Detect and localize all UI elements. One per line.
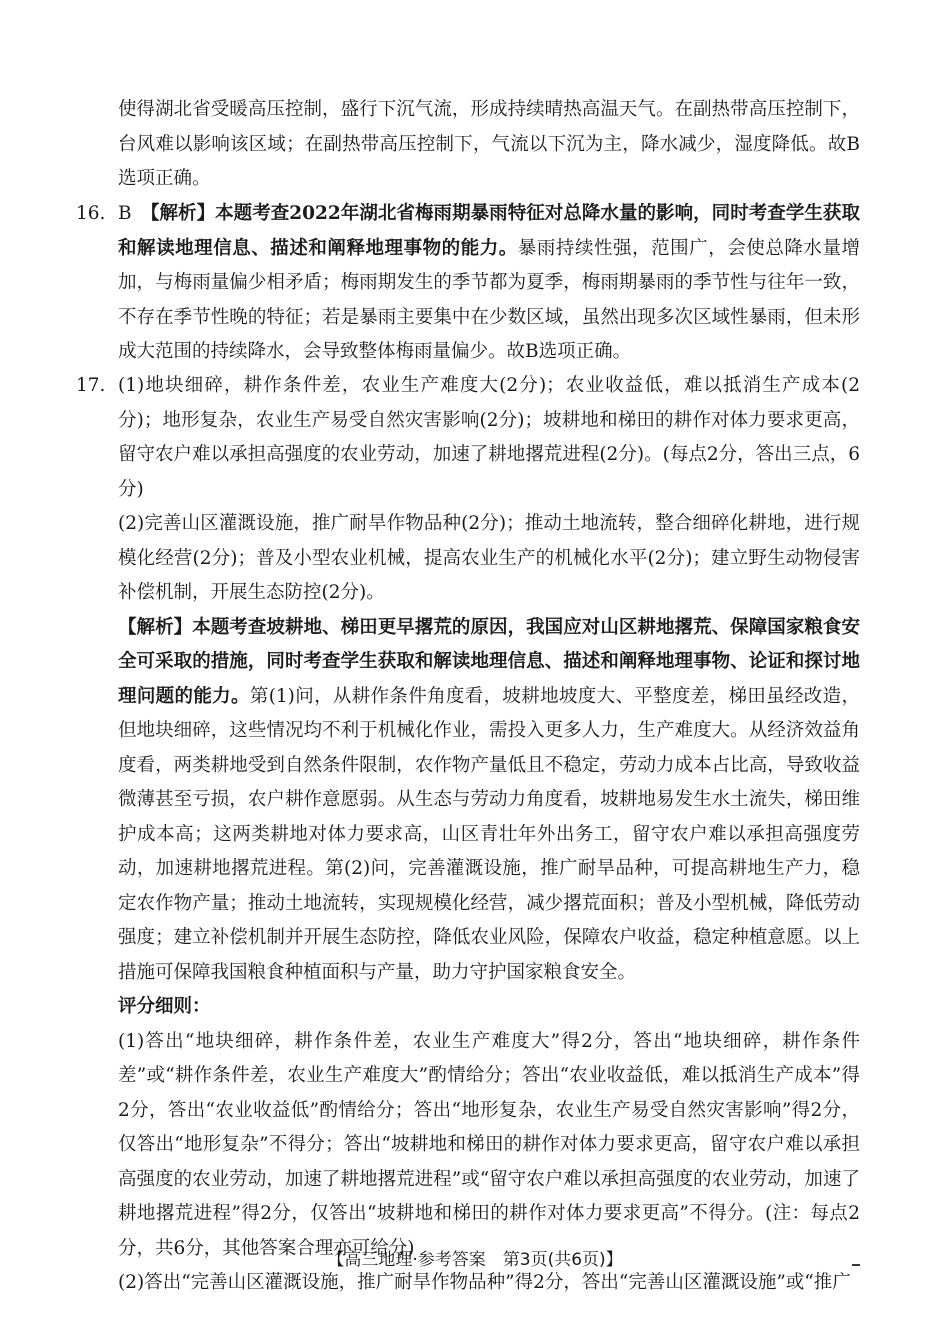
page-footer: 【高三地理·参考答案 第3页(共6页)】 — [327, 1250, 623, 1270]
question-17-tag: 【解析】 — [118, 616, 193, 638]
question-16-answer: B — [118, 203, 132, 224]
question-17 — [76, 369, 860, 1301]
scoring-part2: (2)答出“完善山区灌溉设施，推广耐旱作物品种”得2分，答出“完善山区灌溉设施”或“推广 — [118, 1272, 851, 1293]
question-16-number: 16. — [76, 203, 106, 224]
footer-dash — [852, 1264, 860, 1266]
question-17-number: 17. — [76, 375, 106, 396]
question-16 — [76, 197, 860, 370]
question-16-bold: 本题考查2022年湖北省梅雨期暴雨特征对总降水量的影响，同时考查学生获取和解读地理信息、描述和阐释地理事物的能力。 — [118, 203, 860, 259]
question-16-text: 暴雨持续性强，范围广，会使总降水量增加，与梅雨量偏少相矛盾；梅雨期发生的季节都为夏季，梅雨期暴雨的季节性与往年一致，不存在季节性晚的特征；若是暴雨主要集中在少数区域，虽然出现多次区域性暴雨，但未形成大范围的持续降水，会导致整体梅雨量偏少。故B选项正确。 — [118, 237, 860, 362]
question-17-part2: (2)完善山区灌溉设施，推广耐旱作物品种(2分)；推动土地流转，整合细碎化耕地，进行规模化经营(2分)；普及小型农业机械，提高农业生产的机械化水平(2分)；建立野生动物侵害补偿机制，开展生态防控(2分)。 — [118, 513, 860, 603]
continuation-text: 使得湖北省受暖高压控制，盛行下沉气流，形成持续晴热高温天气。在副热带高压控制下，台风难以影响该区域；在副热带高压控制下，气流以下沉为主，降水减少，湿度降低。故B选项正确。 — [118, 99, 860, 189]
scoring-part1: (1)答出“地块细碎，耕作条件差，农业生产难度大”得2分，答出“地块细碎，耕作条件差”或“耕作条件差，农业生产难度大”酌情给分；答出“农业收益低，难以抵消生产成本”得2分，答出“农业收益低”酌情给分；答出“地形复杂，农业生产易受自然灾害影响”得2分，仅答出“地形复杂”不得分；答出“坡耕地和梯田的耕作对体力要求更高，留守农户难以承担高强度的农业劳动，加速了耕地撂荒进程”或“留守农户难以承担高强度的农业劳动，加速了耕地撂荒进程”得2分，仅答出“坡耕地和梯田的耕作对体力要求更高”不得分。(注：每点2分，共6分，其他答案合理亦可给分) — [118, 1030, 860, 1259]
question-17-part1: (1)地块细碎，耕作条件差，农业生产难度大(2分)；农业收益低，难以抵消生产成本(2分)；地形复杂，农业生产易受自然灾害影响(2分)；坡耕地和梯田的耕作对体力要求更高，留守农户难以承担高强度的农业劳动，加速了耕地撂荒进程(2分)。(每点2分，答出三点，6分) — [118, 375, 860, 500]
question-16-body — [118, 197, 860, 370]
question-16-tag: 【解析】 — [150, 203, 216, 224]
question-17-analysis — [118, 611, 860, 991]
scoring-title: 评分细则： — [118, 996, 211, 1017]
question-17-bold: 本题考查坡耕地、梯田更早撂荒的原因，我国应对山区耕地撂荒、保障国家粮食安全可采取的措施，同时考查学生获取和解读地理信息、描述和阐释地理事物、论证和探讨地理问题的能力。 — [118, 616, 860, 707]
continuation-paragraph — [118, 93, 860, 197]
question-17-analysis-text: 第(1)问，从耕作条件角度看，坡耕地坡度大、平整度差，梯田虽经改造，但地块细碎，这些情况均不利于机械化作业，需投入更多人力，生产难度大。从经济效益角度看，两类耕地受到自然条件限制，农作物产量低且不稳定，劳动力成本占比高，导致收益微薄甚至亏损，农户耕作意愿弱。从生态与劳动力角度看，坡耕地易发生水土流失，梯田维护成本高；这两类耕地对体力要求高，山区青壮年外出务工，留守农户难以承担高强度劳动，加速耕地撂荒进程。第(2)问，完善灌溉设施，推广耐旱品种，可提高耕地生产力，稳定农作物产量；推动土地流转，实现规模化经营，减少撂荒面积；普及小型机械，降低劳动强度；建立补偿机制并开展生态防控，降低农业风险，保障农户收益，稳定种植意愿。以上措施可保障我国粮食种植面积与产量，助力守护国家粮食安全。 — [118, 685, 860, 983]
